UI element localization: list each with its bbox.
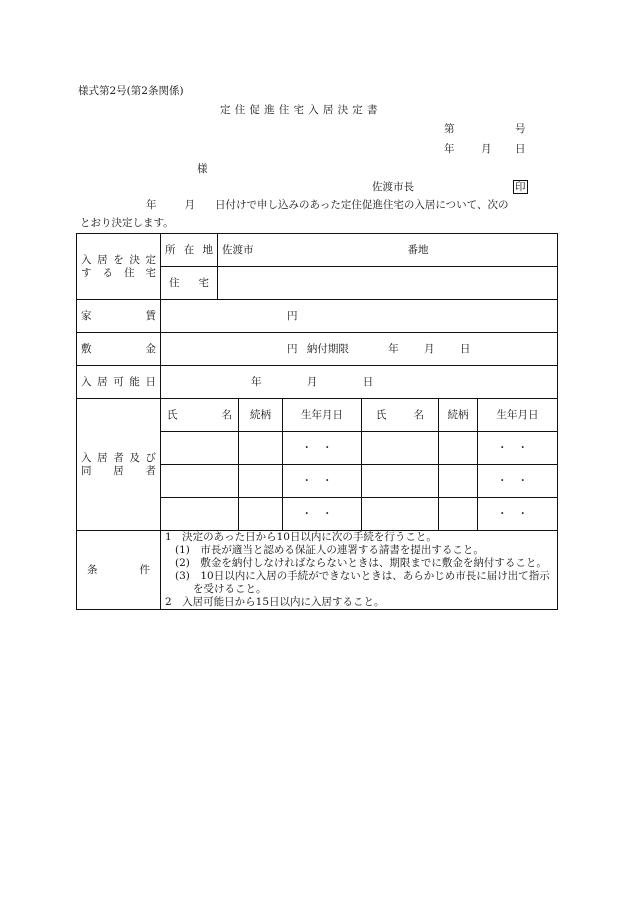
col-birth-2: 生年月日 xyxy=(478,399,558,432)
date-year: 年 xyxy=(444,143,455,155)
date-month: 月 xyxy=(481,143,492,155)
col-relation-2: 続柄 xyxy=(439,399,478,432)
condition-item: 2 入居可能日から15日以内に入居すること。 xyxy=(165,596,385,608)
rent-label: 家賃 xyxy=(77,300,161,333)
condition-item: (2) 敷金を納付しなければならないときは、期限までに敷金を納付すること。 xyxy=(175,557,547,569)
birth-dots: ・・ xyxy=(478,498,558,531)
number-dai: 第 xyxy=(444,123,455,135)
seal-mark: 印 xyxy=(515,181,526,193)
condition-item: (3) 10日以内に入居の手続ができないときは、あらかじめ市長に届け出て指示を受けること。 xyxy=(175,570,550,595)
decision-table xyxy=(76,233,558,610)
issuer: 佐渡市長 xyxy=(372,181,414,193)
birth-dots: ・・ xyxy=(283,465,362,498)
number-go: 号 xyxy=(515,123,526,135)
document-title: 定住促進住宅入居決定書 xyxy=(220,104,382,116)
house-name-value xyxy=(218,267,558,300)
condition-item: (1) 市長が適当と認める保証人の連署する請書を提出すること。 xyxy=(175,544,484,556)
col-birth-1: 生年月日 xyxy=(283,399,362,432)
conditions-text xyxy=(161,531,558,610)
birth-dots: ・・ xyxy=(283,498,362,531)
col-name-1: 氏名 xyxy=(161,399,239,432)
date-day: 日 xyxy=(515,143,526,155)
addressee-suffix: 様 xyxy=(197,163,208,175)
movein-label: 入居可能日 xyxy=(77,366,161,399)
house-name-label: 住宅 xyxy=(161,267,218,300)
rent-value: 円 xyxy=(161,300,558,333)
condition-item: 1 決定のあった日から10日以内に次の手続を行うこと。 xyxy=(165,531,437,543)
intro-paragraph xyxy=(80,196,560,232)
location-value: 佐渡市 番地 xyxy=(218,234,558,267)
location-label: 所在地 xyxy=(161,234,218,267)
birth-dots: ・・ xyxy=(283,432,362,465)
house-label-cell: 入居を決定 する住宅 xyxy=(77,234,161,300)
birth-dots: ・・ xyxy=(478,465,558,498)
birth-dots: ・・ xyxy=(478,432,558,465)
deposit-label: 敷金 xyxy=(77,333,161,366)
residents-label-cell: 入居者及び 同居者 xyxy=(77,399,161,531)
intro-line-2: とおり決定します。 xyxy=(80,217,174,229)
col-name-2: 氏名 xyxy=(362,399,439,432)
movein-value: 年 月 日 xyxy=(161,366,558,399)
form-number: 様式第2号(第2条関係) xyxy=(78,85,184,97)
col-relation-1: 続柄 xyxy=(239,399,283,432)
deposit-value: 円 納付期限 年 月 日 xyxy=(161,333,558,366)
intro-line-1: 年 月 日付けで申し込みのあった定住促進住宅の入居について、次の xyxy=(146,199,509,211)
conditions-label: 条件 xyxy=(77,531,161,610)
